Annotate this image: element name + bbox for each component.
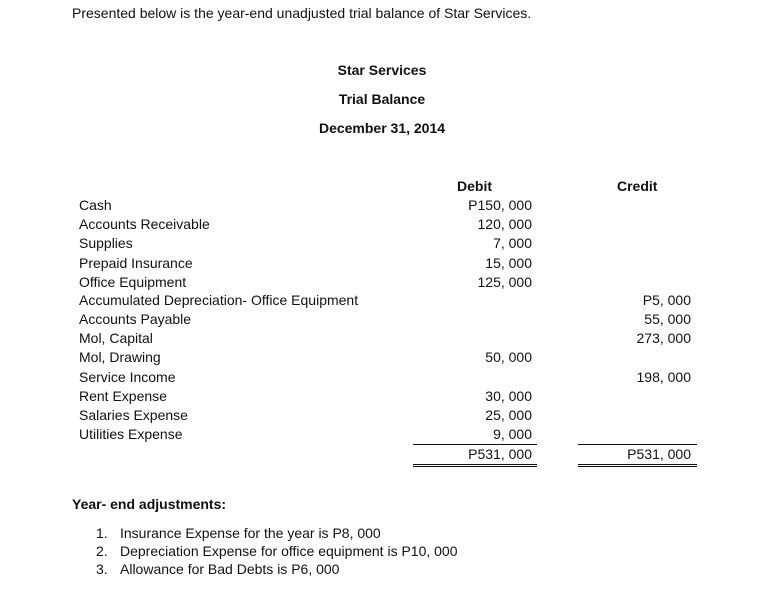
account-name: Salaries Expense [79, 407, 188, 423]
company-name: Star Services [337, 62, 427, 78]
account-name: Prepaid Insurance [79, 255, 193, 271]
credit-amount: 55, 000 [644, 311, 691, 327]
credit-header: Credit [617, 178, 658, 194]
account-name: Utilities Expense [79, 426, 183, 442]
debit-amount: 25, 000 [485, 407, 532, 423]
account-name: Rent Expense [79, 388, 167, 404]
adjustments-list [96, 524, 458, 578]
debit-amount: 120, 000 [477, 216, 532, 232]
account-name: Mol, Drawing [79, 349, 161, 365]
account-name: Accounts Payable [79, 311, 192, 327]
adjustments-title: Year- end adjustments: [72, 496, 227, 512]
account-name: Accounts Receivable [79, 216, 210, 232]
debit-amount: 15, 000 [485, 255, 532, 271]
account-name: Office Equipment [79, 274, 187, 290]
debit-amount: P150, 000 [468, 197, 532, 213]
debit-amount: 9, 000 [493, 426, 532, 442]
credit-total: P531, 000 [627, 446, 691, 462]
debit-amount: 50, 000 [485, 349, 532, 365]
credit-amount: P5, 000 [642, 292, 691, 308]
account-name: Mol, Capital [79, 330, 153, 346]
account-name: Service Income [79, 369, 176, 385]
debit-header: Debit [457, 178, 492, 194]
debit-amount: 125, 000 [477, 274, 532, 290]
account-name: Cash [79, 197, 112, 213]
account-name: Accumulated Depreciation- Office Equipment [79, 292, 359, 308]
credit-amount: 198, 000 [636, 369, 691, 385]
adjustment-item: 3. Allowance for Bad Debts is P6, 000 [96, 561, 340, 577]
account-name: Supplies [79, 235, 133, 251]
report-date: December 31, 2014 [318, 120, 446, 136]
adjustment-item: 1. Insurance Expense for the year is P8, 000 [96, 525, 381, 541]
report-title: Trial Balance [338, 91, 426, 107]
debit-amount: 7, 000 [493, 235, 532, 251]
adjustment-item: 2. Depreciation Expense for office equipment is P10, 000 [96, 543, 458, 559]
intro-text: Presented below is the year-end unadjusted trial balance of Star Services. [72, 5, 532, 21]
debit-amount: 30, 000 [485, 388, 532, 404]
credit-amount: 273, 000 [636, 330, 691, 346]
debit-total: P531, 000 [468, 446, 532, 462]
